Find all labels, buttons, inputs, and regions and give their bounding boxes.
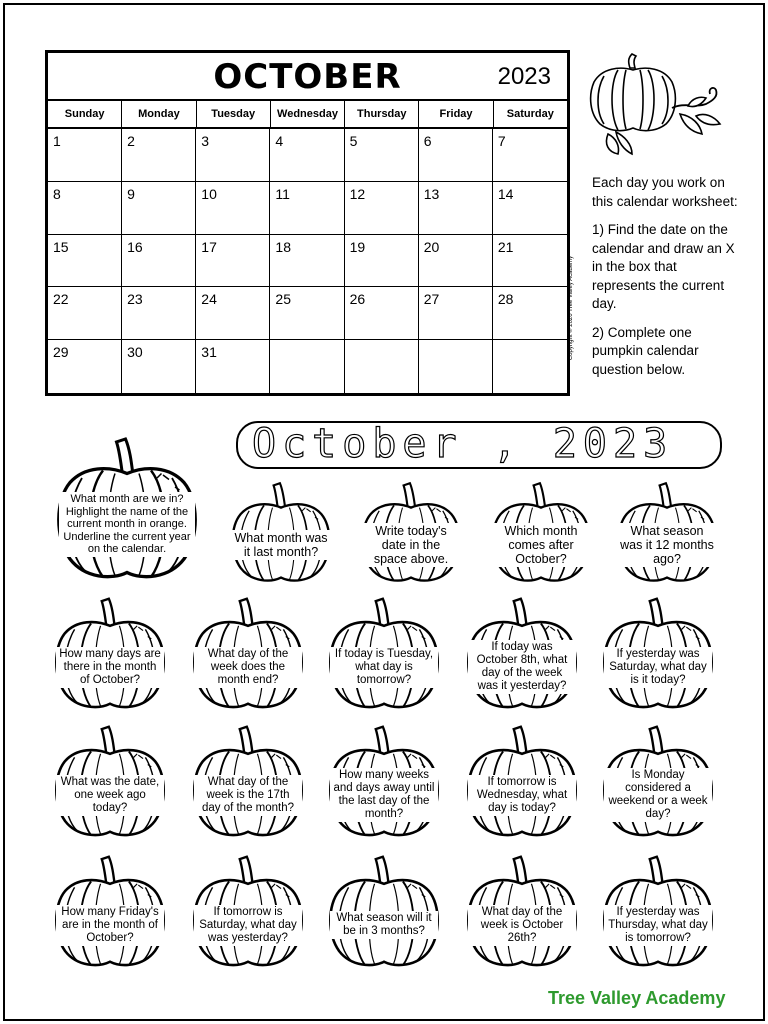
weekday-tuesday: Tuesday: [197, 101, 271, 127]
trace-title-text: October , 2023: [252, 421, 674, 467]
question-text: If yesterday was Thursday, what day is tomorrow?: [604, 905, 712, 946]
question-text: What season was it 12 months ago?: [617, 523, 716, 567]
pumpkin-question-1: [46, 433, 208, 583]
date-cell: 21: [493, 235, 567, 288]
instructions-intro: Each day you work on this calendar worksheet:: [592, 175, 738, 209]
pumpkin-question-19: [458, 852, 586, 970]
date-cell: 12: [345, 182, 419, 235]
date-cell: 16: [122, 235, 196, 288]
question-text: Write today's date in the space above.: [361, 523, 460, 567]
question-text: What month was it last month?: [231, 530, 330, 560]
date-cell: 31: [196, 340, 270, 393]
calendar-year: 2023: [497, 63, 551, 90]
date-cell: 6: [419, 129, 493, 182]
weekday-friday: Friday: [419, 101, 493, 127]
date-cell: 28: [493, 287, 567, 340]
weekday-thursday: Thursday: [345, 101, 419, 127]
question-text: Which month comes after October?: [491, 523, 590, 567]
pumpkin-question-6: [46, 594, 174, 712]
date-cell: 14: [493, 182, 567, 235]
pumpkin-question-16: [46, 852, 174, 970]
copyright-text: Copyright © 2020 Tree Valley Academy: [568, 255, 574, 361]
calendar-month: OCTOBER: [213, 57, 402, 97]
question-text: What day of the week is the 17th day of the month?: [194, 775, 302, 816]
pumpkin-question-20: [594, 852, 722, 970]
question-text: How many days are there in the month of October?: [56, 647, 164, 688]
pumpkin-question-18: [320, 852, 448, 970]
instructions: [592, 174, 742, 389]
question-text: If tomorrow is Saturday, what day was yesterday?: [194, 905, 302, 946]
date-cell: [493, 340, 567, 393]
date-grid: [48, 129, 567, 393]
question-text: If today is Tuesday, what day is tomorrow?: [330, 647, 438, 688]
date-cell: 29: [48, 340, 122, 393]
pumpkin-question-12: [184, 722, 312, 840]
date-cell: 20: [419, 235, 493, 288]
date-cell: 23: [122, 287, 196, 340]
question-text: What season will it be in 3 months?: [330, 911, 438, 939]
date-cell: 18: [270, 235, 344, 288]
pumpkin-question-10: [594, 594, 722, 712]
date-cell: 19: [345, 235, 419, 288]
instructions-step-2: 2) Complete one pumpkin calendar question below.: [592, 324, 699, 377]
date-cell: [419, 340, 493, 393]
pumpkin-question-15: [594, 722, 722, 840]
date-cell: 7: [493, 129, 567, 182]
date-cell: 2: [122, 129, 196, 182]
question-text: If yesterday was Saturday, what day is it today?: [604, 647, 712, 688]
trace-title-box: [236, 421, 722, 469]
date-cell: 22: [48, 287, 122, 340]
weekday-monday: Monday: [122, 101, 196, 127]
date-cell: 3: [196, 129, 270, 182]
date-cell: 13: [419, 182, 493, 235]
question-text: What month are we in? Highlight the name of the current month in orange. Underline the current year on the calendar.: [59, 492, 195, 557]
pumpkin-question-2: [222, 479, 340, 585]
date-cell: 24: [196, 287, 270, 340]
pumpkin-question-9: [458, 594, 586, 712]
pumpkin-question-14: [458, 722, 586, 840]
date-cell: 5: [345, 129, 419, 182]
instructions-step-1: 1) Find the date on the calendar and draw an X in the box that represents the current day.: [592, 222, 735, 311]
pumpkin-question-8: [320, 594, 448, 712]
date-cell: [270, 340, 344, 393]
pumpkin-question-7: [184, 594, 312, 712]
calendar: [45, 50, 570, 396]
weekday-saturday: Saturday: [506, 108, 554, 120]
pumpkin-question-13: [320, 722, 448, 840]
date-cell: 8: [48, 182, 122, 235]
date-cell: 11: [270, 182, 344, 235]
pumpkin-question-17: [184, 852, 312, 970]
date-cell: 17: [196, 235, 270, 288]
question-text: Is Monday considered a weekend or a week day?: [604, 768, 712, 822]
calendar-header: [48, 53, 567, 101]
date-cell: 9: [122, 182, 196, 235]
date-cell: 10: [196, 182, 270, 235]
pumpkin-vine-illustration: [588, 50, 728, 160]
question-text: How many weeks and days away until the last day of the month?: [330, 768, 438, 822]
date-cell: 25: [270, 287, 344, 340]
date-cell: 26: [345, 287, 419, 340]
pumpkin-question-5: [608, 479, 726, 585]
date-cell: 27: [419, 287, 493, 340]
pumpkin-question-11: [46, 722, 174, 840]
pumpkin-question-3: [352, 479, 470, 585]
weekday-wednesday: Wednesday: [271, 101, 345, 127]
question-text: What was the date, one week ago today?: [56, 775, 164, 816]
date-cell: 15: [48, 235, 122, 288]
question-text: How many Friday's are in the month of October?: [56, 905, 164, 946]
pumpkin-question-4: [482, 479, 600, 585]
date-cell: 4: [270, 129, 344, 182]
question-text: If today was October 8th, what day of the week was it yesterday?: [468, 640, 576, 694]
weekday-row: [48, 101, 567, 129]
question-text: What day of the week does the month end?: [194, 647, 302, 688]
date-cell: 30: [122, 340, 196, 393]
date-cell: [345, 340, 419, 393]
brand-name: Tree Valley Academy: [548, 988, 726, 1008]
question-text: If tomorrow is Wednesday, what day is today?: [468, 775, 576, 816]
date-cell: 1: [48, 129, 122, 182]
weekday-sunday: Sunday: [48, 101, 122, 127]
question-text: What day of the week is October 26th?: [468, 905, 576, 946]
copyright-notice: [566, 255, 574, 365]
